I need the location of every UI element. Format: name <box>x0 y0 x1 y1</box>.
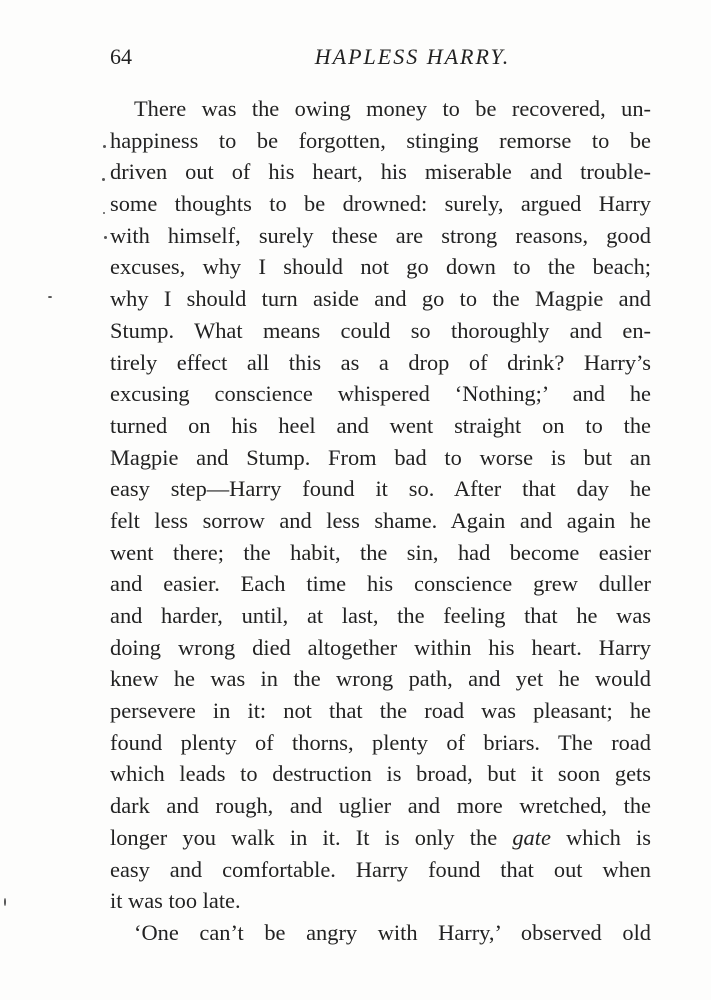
text-segment: longer you walk in it. It is only the <box>110 824 498 850</box>
text-line: and harder, until, at last, the feeling that he was <box>110 603 651 628</box>
text-line: excuses, why I should not go down to the beach; <box>110 254 651 280</box>
print-speck <box>103 212 105 214</box>
text-line: easy step—Harry found it so. After that day he <box>110 476 651 502</box>
text-line: with himself, surely these are strong reasons, good <box>110 222 651 248</box>
page-number: 64 <box>110 44 132 69</box>
text-line: persevere in it: not that the road was pleasant; he <box>110 698 651 724</box>
emphasized-word: gate <box>512 824 551 850</box>
text-line: why I should turn aside and go to the Magpie and <box>110 286 651 312</box>
page-header <box>110 44 655 78</box>
print-speck <box>104 236 107 239</box>
print-speck <box>48 296 52 298</box>
text-line: Stump. What means could so thoroughly and en- <box>110 317 651 343</box>
print-speck <box>102 178 105 181</box>
text-line: some thoughts to be drowned: surely, argued Harry <box>110 191 651 217</box>
print-speck <box>4 898 6 906</box>
text-line: happiness to be forgotten, stinging remorse to be <box>110 127 651 153</box>
text-line: felt less sorrow and less shame. Again and again he <box>110 507 651 533</box>
text-line: went there; the habit, the sin, had become easier <box>110 539 651 565</box>
text-line-with-emphasis <box>110 822 651 854</box>
text-segment: which is <box>566 824 651 850</box>
text-line: dark and rough, and uglier and more wretched, the <box>110 793 651 819</box>
running-title: HAPLESS HARRY. <box>314 44 511 69</box>
text-line: and easier. Each time his conscience grew duller <box>110 571 651 597</box>
text-line: doing wrong died altogether within his heart. Harry <box>110 634 651 660</box>
text-line: it was too late. <box>110 888 241 914</box>
text-line: ‘One can’t be angry with Harry,’ observed old <box>134 919 651 945</box>
text-line: found plenty of thorns, plenty of briars. The road <box>110 729 651 755</box>
text-line: turned on his heel and went straight on to the <box>110 412 651 438</box>
text-line: easy and comfortable. Harry found that out when <box>110 856 651 882</box>
text-line: There was the owing money to be recovered, un- <box>134 96 651 121</box>
text-line: Magpie and Stump. From bad to worse is but an <box>110 444 651 470</box>
text-line: excusing conscience whispered ‘Nothing;’ and he <box>110 381 651 407</box>
text-line: which leads to destruction is broad, but it soon gets <box>110 761 651 787</box>
text-line: driven out of his heart, his miserable and trouble- <box>110 159 651 185</box>
print-speck <box>103 145 106 148</box>
text-line: knew he was in the wrong path, and yet he would <box>110 666 651 692</box>
text-line: tirely effect all this as a drop of drink? Harry’s <box>110 349 651 375</box>
body-text <box>110 93 651 949</box>
